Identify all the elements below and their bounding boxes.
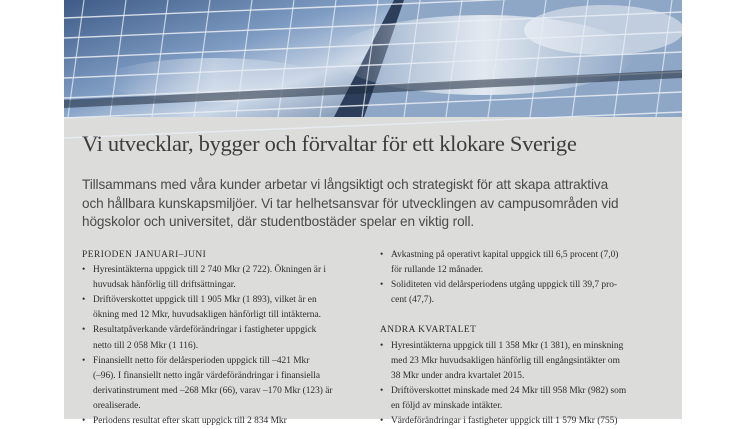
bullet-line: en följd av minskade intäkter.	[391, 400, 503, 411]
bullet-line: netto till 2 058 Mkr (1 116).	[93, 340, 199, 351]
list-item	[380, 278, 664, 308]
list-item	[82, 323, 364, 353]
bullet-line: • Hyresintäkterna uppgick till 1 358 Mkr (1 381), en minskning	[391, 340, 624, 351]
list-item	[82, 293, 364, 323]
bullet-line: • Hyresintäkterna uppgick till 2 740 Mkr (2 722). Ökningen är i	[93, 265, 327, 276]
bullet-line: för rullande 12 månader.	[391, 265, 484, 276]
bullet-line: med 23 Mkr huvudsakligen hänförlig till engångsintäkter om	[391, 355, 620, 366]
bullet-line: • Värdeförändringar i fastigheter uppgick till 1 579 Mkr (755)	[391, 416, 618, 427]
list-item	[380, 414, 664, 429]
quarter-column	[380, 248, 664, 429]
list-item	[82, 414, 364, 429]
quarter-heading: ANDRA KVARTALET	[380, 325, 477, 336]
bullet-line: • Driftöverskottet uppgick till 1 905 Mkr (1 893), vilket är en	[93, 295, 317, 306]
intro-line: Tillsammans med våra kunder arbetar vi långsiktigt och strategiskt för att skapa attraktiva	[82, 177, 609, 192]
list-item	[82, 354, 364, 414]
bullet-line: ökning med 12 Mkr, huvudsakligen hänförligt till intäkterna.	[93, 310, 321, 321]
section-spacer	[380, 308, 664, 323]
page-headline: Vi utvecklar, bygger och förvaltar för ett klokare Sverige	[82, 131, 577, 156]
intro-line: och hållbara kunskapsmiljöer. Vi tar helhetsansvar för utvecklingen av campusområden vid	[82, 195, 619, 211]
bullet-line: derivatinstrument med –268 Mkr (66), varav –170 Mkr (123) är	[93, 385, 333, 396]
bullet-line: • Driftöverskottet minskade med 24 Mkr till 958 Mkr (982) som	[391, 385, 627, 396]
solar-panels-illustration	[64, 0, 682, 117]
bullet-line: • Resultatpåverkande värdeförändringar i fastigheter uppgick	[93, 325, 317, 336]
bullet-line: • Avkastning på operativt kapital uppgick till 6,5 procent (7,0)	[391, 250, 619, 260]
list-item	[82, 263, 364, 293]
intro-line: högskolor och universitet, där studentbostäder spelar en viktig roll.	[82, 214, 475, 230]
period-heading: PERIODEN JANUARI–JUNI	[82, 250, 207, 260]
period-bullet-list-continued	[380, 248, 664, 308]
bullet-line: (–96). I finansiellt netto ingår värdeförändringar i finansiella	[93, 370, 321, 381]
bullet-line: orealiserade.	[93, 400, 141, 411]
list-item	[380, 248, 664, 278]
bullet-line: cent (47,7).	[391, 295, 434, 306]
list-item	[380, 384, 664, 414]
period-bullet-list	[82, 263, 364, 429]
quarter-bullet-list	[380, 339, 664, 429]
bullet-line: • Soliditeten vid delårsperiodens utgång uppgick till 39,7 pro-	[391, 280, 618, 291]
bullet-line: • Periodens resultat efter skatt uppgick till 2 834 Mkr	[93, 416, 287, 427]
intro-paragraph	[82, 176, 662, 232]
bullet-line: 38 Mkr under andra kvartalet 2015.	[391, 370, 525, 381]
bullet-line: huvudsak hänförlig till driftsättningar.	[93, 280, 236, 291]
bullet-line: • Finansiellt netto för delårsperioden uppgick till –421 Mkr	[93, 355, 310, 366]
solar-panels-image	[64, 0, 682, 117]
period-column	[82, 248, 364, 429]
list-item	[380, 339, 664, 384]
report-page	[64, 0, 682, 427]
